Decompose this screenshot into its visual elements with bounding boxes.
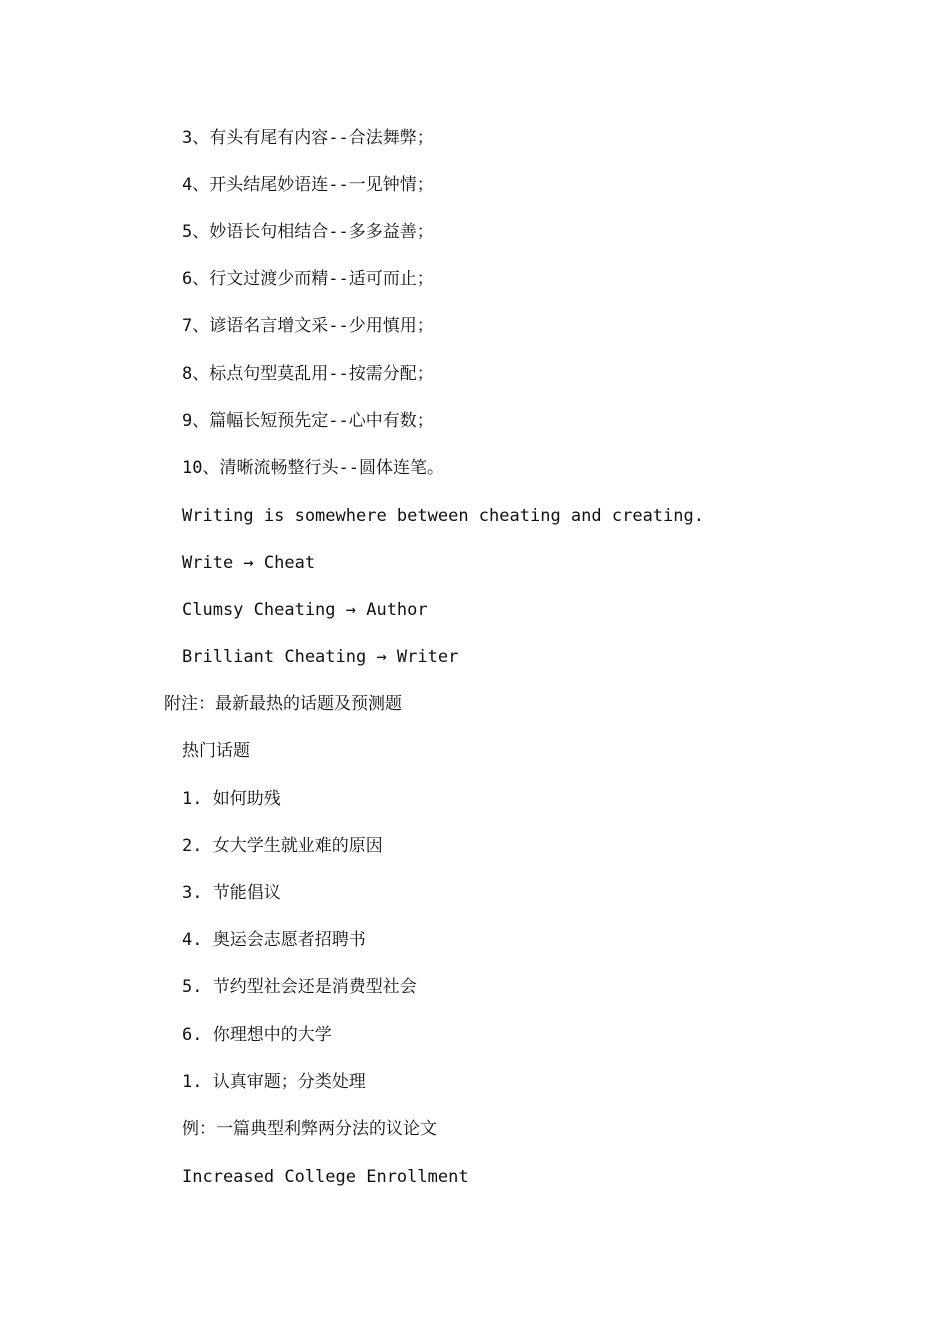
hot-topic-item: 5. 节约型社会还是消费型社会 [182,977,417,997]
quote-line: Writing is somewhere between cheating and creating. [182,506,704,526]
tip-line: 7、谚语名言增文采--少用慎用； [182,316,434,336]
arrow-line: Write → Cheat [182,553,316,573]
step-one-line: 1. 认真审题；分类处理 [182,1072,366,1092]
arrow-line: Brilliant Cheating → Writer [182,647,459,667]
tip-line: 6、行文过渡少而精--适可而止； [182,269,434,289]
tip-line: 10、清晰流畅整行头--圆体连笔。 [182,458,444,478]
tip-line: 5、妙语长句相结合--多多益善； [182,222,434,242]
tip-line: 4、开头结尾妙语连--一见钟情； [182,175,434,195]
tip-line: 3、有头有尾有内容--合法舞弊； [182,128,434,148]
tip-line: 8、标点句型莫乱用--按需分配； [182,364,434,384]
appendix-title: 附注：最新最热的话题及预测题 [164,694,402,714]
hot-topic-item: 2. 女大学生就业难的原因 [182,836,383,856]
hot-topic-item: 1. 如何助残 [182,789,281,809]
hot-topic-item: 6. 你理想中的大学 [182,1025,332,1045]
hot-topic-item: 3. 节能倡议 [182,883,281,903]
example-label: 例：一篇典型利弊两分法的议论文 [182,1119,437,1139]
arrow-line: Clumsy Cheating → Author [182,600,428,620]
hot-topics-heading: 热门话题 [182,741,250,761]
hot-topic-item: 4. 奥运会志愿者招聘书 [182,930,366,950]
example-title: Increased College Enrollment [182,1167,469,1187]
tip-line: 9、篇幅长短预先定--心中有数； [182,411,434,431]
